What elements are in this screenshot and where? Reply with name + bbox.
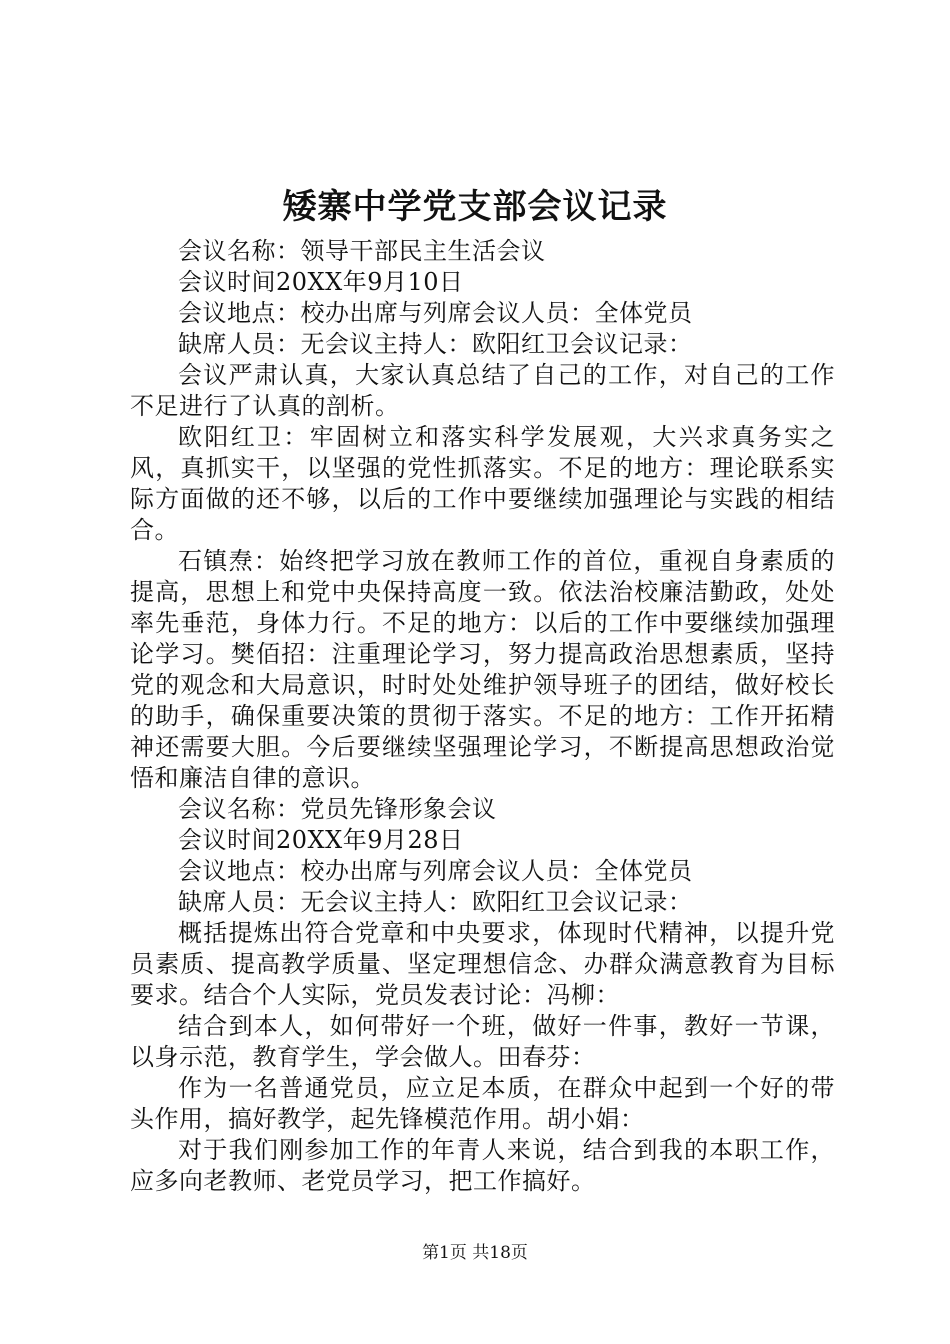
paragraph-absentees-2: 缺席人员：无会议主持人：欧阳红卫会议记录： bbox=[178, 888, 693, 916]
paragraph-meeting-name-2: 会议名称：党员先锋形象会议 bbox=[178, 795, 497, 823]
document-body bbox=[130, 236, 835, 1197]
paragraph-meeting-place-2: 会议地点：校办出席与列席会议人员：全体党员 bbox=[178, 857, 693, 885]
paragraph-summary-1: 会议严肃认真，大家认真总结了自己的工作，对自己的工作不足进行了认真的剖析。 bbox=[130, 361, 835, 420]
document-title: 矮寨中学党支部会议记录 bbox=[282, 187, 668, 227]
paragraph-summary-2: 概括提炼出符合党章和中央要求，体现时代精神，以提升党员素质、提高教学质量、坚定理想信念、办群众满意教育为目标要求。结合个人实际，党员发表讨论：冯柳： bbox=[130, 919, 835, 1009]
paragraph-speaker-tian: 作为一名普通党员，应立足本质，在群众中起到一个好的带头作用，搞好教学，起先锋模范作用。胡小娟： bbox=[130, 1074, 835, 1133]
paragraph-meeting-place-1: 会议地点：校办出席与列席会议人员：全体党员 bbox=[178, 299, 693, 327]
paragraph-speaker-shi-fan: 石镇焘：始终把学习放在教师工作的首位，重视自身素质的提高，思想上和党中央保持高度一致。依法治校廉洁勤政，处处率先垂范，身体力行。不足的地方：以后的工作中要继续加强理论学习。樊佰招：注重理论学习，努力提高政治思想素质，坚持党的观念和大局意识，时时处处维护领导班子的团结，做好校长的助手，确保重要决策的贯彻于落实。不足的地方：工作开拓精神还需要大胆。今后要继续坚强理论学习，不断提高思想政治觉悟和廉洁自律的意识。 bbox=[130, 547, 835, 792]
paragraph-speaker-hu: 对于我们刚参加工作的年青人来说，结合到我的本职工作，应多向老教师、老党员学习，把工作搞好。 bbox=[130, 1136, 835, 1195]
paragraph-meeting-name-1: 会议名称：领导干部民主生活会议 bbox=[178, 237, 546, 265]
paragraph-meeting-time-1: 会议时间20XX年9月10日 bbox=[178, 268, 464, 296]
paragraph-absentees-1: 缺席人员：无会议主持人：欧阳红卫会议记录： bbox=[178, 330, 693, 358]
paragraph-meeting-time-2: 会议时间20XX年9月28日 bbox=[178, 826, 464, 854]
paragraph-speaker-feng: 结合到本人，如何带好一个班，做好一件事，教好一节课，以身示范，教育学生，学会做人。田春芬： bbox=[130, 1012, 835, 1071]
paragraph-speaker-ouyang: 欧阳红卫：牢固树立和落实科学发展观，大兴求真务实之风，真抓实干，以坚强的党性抓落实。不足的地方：理论联系实际方面做的还不够，以后的工作中要继续加强理论与实践的相结合。 bbox=[130, 423, 835, 544]
page-number-footer: 第1页 共18页 bbox=[422, 1243, 528, 1263]
